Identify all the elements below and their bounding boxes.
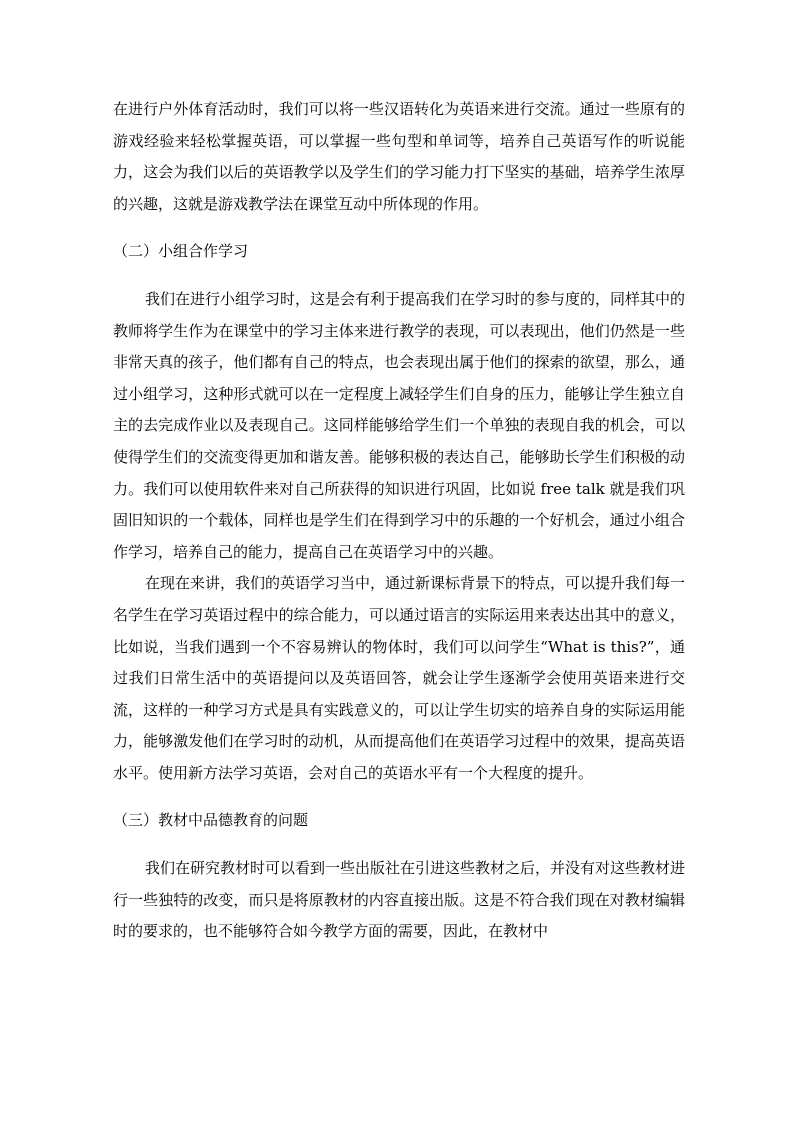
paragraph-outdoor-activities: 在进行户外体育活动时，我们可以将一些汉语转化为英语来进行交流。通过一些原有的游戏经验来轻松掌握英语，可以掌握一些句型和单词等，培养自己英语写作的听说能力，这会为我们以后的英语教学以及学生们的学习能力打下坚实的基础，培养学生浓厚的兴趣，这就是游戏教学法在课堂互动中所体现的作用。 — [113, 100, 685, 213]
document-body — [113, 94, 685, 948]
paragraph-group-learning: 我们在进行小组学习时，这是会有利于提高我们在学习时的参与度的，同样其中的教师将学生作为在课堂中的学习主体来进行教学的表现，可以表现出，他们仍然是一些非常天真的孩子，他们都有自己的特点，也会表现出属于他们的探索的欲望，那么，通过小组学习，这种形式就可以在一定程度上减轻学生们自身的压力，能够让学生独立自主的去完成作业以及表现自己。这同样能够给学生们一个单独的表现自我的机会，可以使得学生们的交流变得更加和谐友善。能够积极的表达自己，能够助长学生们积极的动力。我们可以使用软件来对自己所获得的知识进行巩固，比如说 free talk 就是我们巩固旧知识的一个载体，同样也是学生们在得到学习中的乐趣的一个好机会，通过小组合作学习，培养自己的能力，提高自己在英语学习中的兴趣。 — [113, 289, 686, 561]
section-heading-textbook-moral-education: （三）教材中品德教育的问题 — [113, 811, 309, 830]
paragraph-new-curriculum: 在现在来讲，我们的英语学习当中，通过新课标背景下的特点，可以提升我们每一名学生在学习英语过程中的综合能力，可以通过语言的实际运用来表达出其中的意义，比如说，当我们遇到一个不容易辨认的物体时，我们可以问学生“What is this?”，通过我们日常生活中的英语提问以及英语回答，就会让学生逐渐学会使用英语来进行交流，这样的一种学习方式是具有实践意义的，可以让学生切实的培养自身的实际运用能力，能够激发他们在学习时的动机，从而提高他们在英语学习过程中的效果，提高英语水平。使用新方法学习英语，会对自己的英语水平有一个大程度的提升。 — [113, 574, 686, 782]
paragraph-textbook-research: 我们在研究教材时可以看到一些出版社在引进这些教材之后，并没有对这些教材进行一些独特的改变，而只是将原教材的内容直接出版。这是不符合我们现在对教材编辑时的要求的，也不能够符合如今教学方面的需要，因此，在教材中 — [113, 859, 686, 941]
section-heading-group-learning: （二）小组合作学习 — [113, 242, 249, 261]
